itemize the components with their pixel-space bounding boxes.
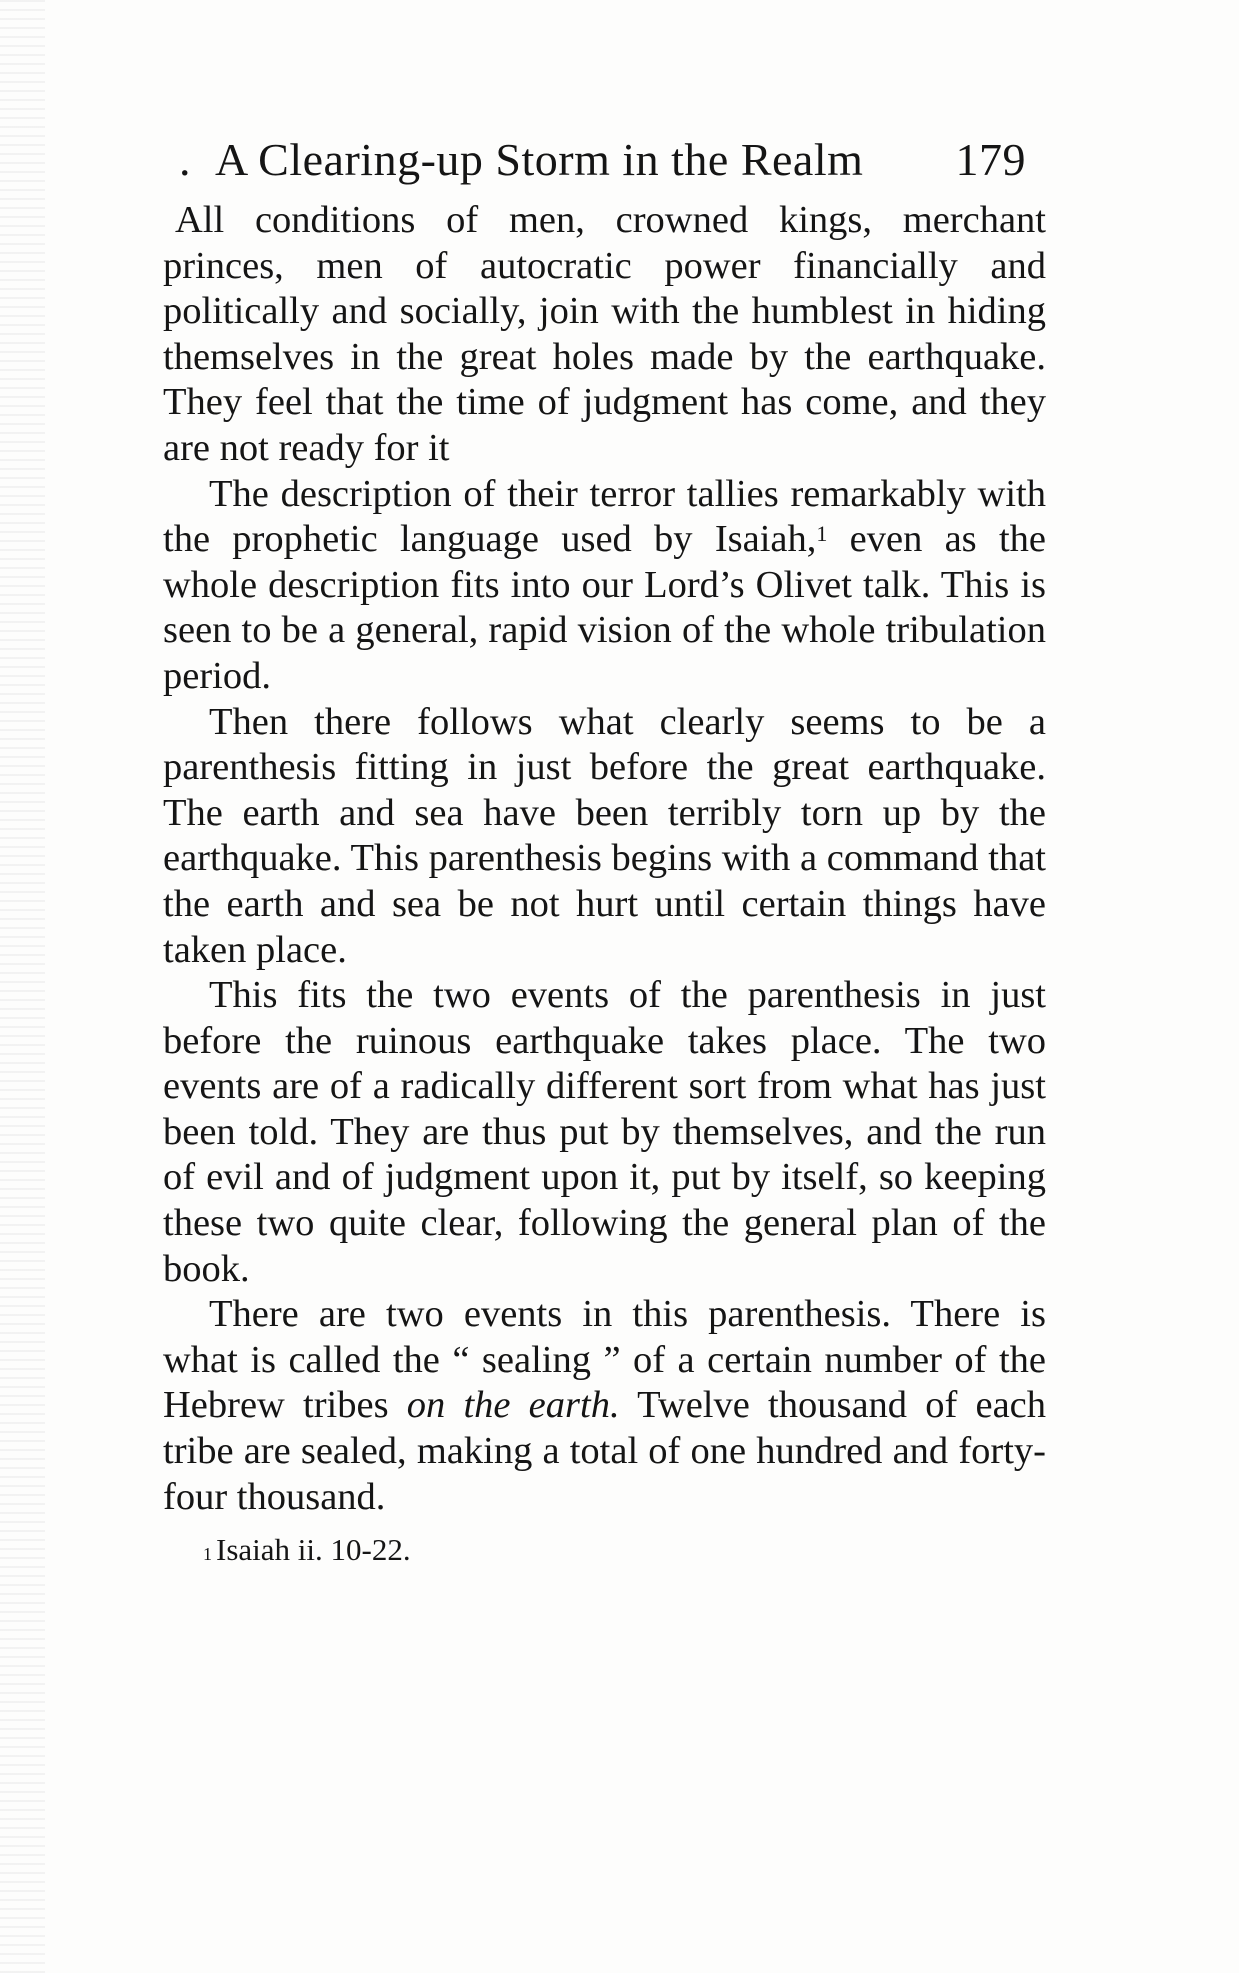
running-head-title: A Clearing-up Storm in the Realm — [215, 134, 864, 185]
paragraph-5 — [163, 1292, 1046, 1520]
footnote-mark: 1 — [203, 1544, 212, 1565]
paragraph-5-italic: on the earth. — [406, 1384, 620, 1427]
body-text — [163, 198, 1046, 1520]
paragraph-1: All conditions of men, crowned kings, merchant princes, men of autocratic power financially and politically and socially, join with the humblest in hiding themselves in the great holes made by the earthquake. They feel that the time of judgment has come, and they are not ready for it — [163, 199, 1046, 469]
scan-edge-noise — [0, 0, 45, 1973]
footnote-text: Isaiah ii. 10-22. — [216, 1532, 411, 1568]
book-page — [163, 130, 1063, 1570]
page-number: 179 — [955, 134, 1026, 185]
paragraph-4: This fits the two events of the parenthesis in just before the ruinous earthquake takes place. The two events are of a radically different sort from what has just been told. They are thus put by themselves, and the run of evil and of judgment upon it, put by itself, so keeping these two quite clear, following the general plan of the book. — [163, 974, 1046, 1290]
paragraph-2 — [163, 472, 1046, 700]
footnote — [203, 1530, 1063, 1570]
paragraph-2-text-a: The description of their terror tallies remarkably with the prophetic language used by Isaiah, — [163, 472, 1046, 561]
footnote-reference-mark: 1 — [816, 521, 828, 547]
paragraph-3: Then there follows what clearly seems to be a parenthesis fitting in just before the great earthquake. The earth and sea have been terribly torn up by the earthquake. This parenthesis begins with a command that the earth and sea be not hurt until certain things have taken place. — [163, 700, 1046, 971]
paragraph-2-text-b: even as the whole description fits into our Lord’s Olivet talk. This is seen to be a general, rapid vision of the whole tribulation period. — [163, 518, 1046, 697]
paragraph-5-text-a: There are two events in this parenthesis. There is what is called the “ sealing ” of a certain number of the Hebrew tribes — [163, 1293, 1046, 1427]
running-head — [163, 130, 1063, 190]
paragraph-5-text-b: Twelve thousand of each tribe are sealed, making a total of one hundred and forty-four thousand. — [163, 1384, 1046, 1518]
running-head-dot: . — [179, 134, 191, 185]
